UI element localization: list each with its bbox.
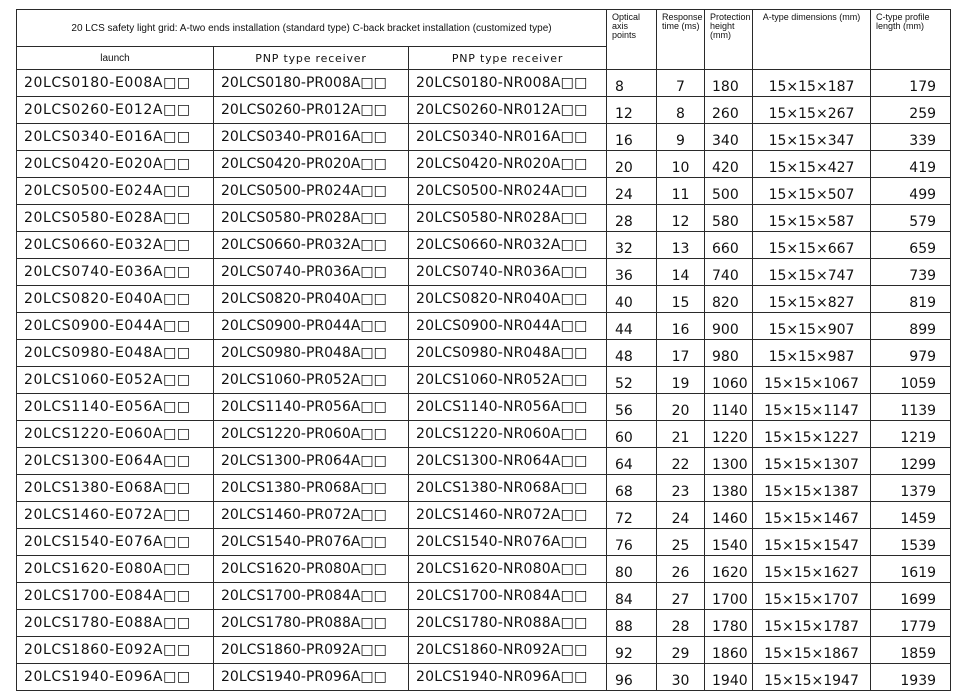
table-row bbox=[17, 664, 951, 691]
a-type-dimensions-cell: 15×15×1147 bbox=[753, 394, 871, 421]
a-type-dimensions-cell: 15×15×1067 bbox=[753, 367, 871, 394]
pnp-model-cell: 20LCS0340-PR016A□□ bbox=[214, 124, 409, 151]
a-type-dimensions-cell: 15×15×1707 bbox=[753, 583, 871, 610]
pnp-model-cell: 20LCS1300-PR064A□□ bbox=[214, 448, 409, 475]
table-row bbox=[17, 556, 951, 583]
pnp-model-cell: 20LCS1380-PR068A□□ bbox=[214, 475, 409, 502]
launch-model-cell: 20LCS0900-E044A□□ bbox=[17, 313, 214, 340]
pnp-model-cell: 20LCS1140-PR056A□□ bbox=[214, 394, 409, 421]
protection-height-cell: 1620 bbox=[705, 556, 753, 583]
launch-model-cell: 20LCS0580-E028A□□ bbox=[17, 205, 214, 232]
spec-table bbox=[16, 9, 951, 691]
launch-model-cell: 20LCS0260-E012A□□ bbox=[17, 97, 214, 124]
pnp-model-cell: 20LCS1780-PR088A□□ bbox=[214, 610, 409, 637]
pnp2-model-cell: 20LCS0260-NR012A□□ bbox=[409, 97, 607, 124]
response-time-cell: 21 bbox=[657, 421, 705, 448]
a-type-dimensions-cell: 15×15×907 bbox=[753, 313, 871, 340]
table-row bbox=[17, 475, 951, 502]
table-body bbox=[17, 10, 951, 691]
c-type-length-cell: 739 bbox=[871, 259, 951, 286]
a-type-dimensions-cell: 15×15×1467 bbox=[753, 502, 871, 529]
launch-model-cell: 20LCS1860-E092A□□ bbox=[17, 637, 214, 664]
c-type-length-cell: 1939 bbox=[871, 664, 951, 691]
a-type-dimensions-cell: 15×15×427 bbox=[753, 151, 871, 178]
optical-points-cell: 72 bbox=[607, 502, 657, 529]
pnp2-model-cell: 20LCS1700-NR084A□□ bbox=[409, 583, 607, 610]
pnp-model-cell: 20LCS0660-PR032A□□ bbox=[214, 232, 409, 259]
optical-points-cell: 16 bbox=[607, 124, 657, 151]
launch-model-cell: 20LCS1940-E096A□□ bbox=[17, 664, 214, 691]
table-row bbox=[17, 637, 951, 664]
pnp-model-cell: 20LCS0900-PR044A□□ bbox=[214, 313, 409, 340]
table-row bbox=[17, 97, 951, 124]
table-row bbox=[17, 232, 951, 259]
a-type-dimensions-cell: 15×15×587 bbox=[753, 205, 871, 232]
response-time-cell: 25 bbox=[657, 529, 705, 556]
pnp-model-cell: 20LCS0580-PR028A□□ bbox=[214, 205, 409, 232]
protection-height-cell: 340 bbox=[705, 124, 753, 151]
launch-model-cell: 20LCS0420-E020A□□ bbox=[17, 151, 214, 178]
optical-points-cell: 40 bbox=[607, 286, 657, 313]
launch-model-cell: 20LCS1300-E064A□□ bbox=[17, 448, 214, 475]
pnp2-model-cell: 20LCS0500-NR024A□□ bbox=[409, 178, 607, 205]
c-type-length-cell: 259 bbox=[871, 97, 951, 124]
table-row bbox=[17, 313, 951, 340]
a-type-dimensions-cell: 15×15×1547 bbox=[753, 529, 871, 556]
table-title: 20 LCS safety light grid: A-two ends installation (standard type) C-back bracket installation (customized type) bbox=[17, 10, 607, 47]
optical-points-cell: 52 bbox=[607, 367, 657, 394]
table-row bbox=[17, 178, 951, 205]
table-row bbox=[17, 529, 951, 556]
table-row bbox=[17, 583, 951, 610]
optical-points-cell: 80 bbox=[607, 556, 657, 583]
protection-height-cell: 1460 bbox=[705, 502, 753, 529]
optical-points-cell: 44 bbox=[607, 313, 657, 340]
protection-height-cell: 1940 bbox=[705, 664, 753, 691]
optical-points-cell: 56 bbox=[607, 394, 657, 421]
response-time-cell: 26 bbox=[657, 556, 705, 583]
response-time-cell: 8 bbox=[657, 97, 705, 124]
response-time-cell: 7 bbox=[657, 70, 705, 97]
c-type-length-cell: 1619 bbox=[871, 556, 951, 583]
a-type-dimensions-cell: 15×15×507 bbox=[753, 178, 871, 205]
response-time-cell: 16 bbox=[657, 313, 705, 340]
table-row bbox=[17, 448, 951, 475]
c-type-length-cell: 1699 bbox=[871, 583, 951, 610]
protection-height-cell: 1860 bbox=[705, 637, 753, 664]
c-type-length-cell: 1059 bbox=[871, 367, 951, 394]
response-time-cell: 22 bbox=[657, 448, 705, 475]
protection-height-cell: 1060 bbox=[705, 367, 753, 394]
response-time-cell: 11 bbox=[657, 178, 705, 205]
table-row bbox=[17, 502, 951, 529]
a-type-dimensions-cell: 15×15×347 bbox=[753, 124, 871, 151]
optical-points-cell: 68 bbox=[607, 475, 657, 502]
protection-height-cell: 420 bbox=[705, 151, 753, 178]
optical-points-cell: 84 bbox=[607, 583, 657, 610]
launch-model-cell: 20LCS0180-E008A□□ bbox=[17, 70, 214, 97]
protection-height-cell: 1700 bbox=[705, 583, 753, 610]
launch-model-cell: 20LCS1220-E060A□□ bbox=[17, 421, 214, 448]
a-type-dimensions-cell: 15×15×187 bbox=[753, 70, 871, 97]
optical-points-cell: 20 bbox=[607, 151, 657, 178]
header-optical-axis-points: Optical axis points bbox=[607, 10, 657, 70]
pnp-model-cell: 20LCS1460-PR072A□□ bbox=[214, 502, 409, 529]
launch-model-cell: 20LCS1380-E068A□□ bbox=[17, 475, 214, 502]
c-type-length-cell: 1779 bbox=[871, 610, 951, 637]
protection-height-cell: 1300 bbox=[705, 448, 753, 475]
a-type-dimensions-cell: 15×15×1867 bbox=[753, 637, 871, 664]
launch-model-cell: 20LCS1780-E088A□□ bbox=[17, 610, 214, 637]
response-time-cell: 14 bbox=[657, 259, 705, 286]
response-time-cell: 13 bbox=[657, 232, 705, 259]
optical-points-cell: 48 bbox=[607, 340, 657, 367]
table-row bbox=[17, 367, 951, 394]
protection-height-cell: 980 bbox=[705, 340, 753, 367]
a-type-dimensions-cell: 15×15×987 bbox=[753, 340, 871, 367]
launch-model-cell: 20LCS0660-E032A□□ bbox=[17, 232, 214, 259]
pnp-model-cell: 20LCS1940-PR096A□□ bbox=[214, 664, 409, 691]
pnp2-model-cell: 20LCS1380-NR068A□□ bbox=[409, 475, 607, 502]
pnp2-model-cell: 20LCS1620-NR080A□□ bbox=[409, 556, 607, 583]
launch-model-cell: 20LCS0500-E024A□□ bbox=[17, 178, 214, 205]
response-time-cell: 12 bbox=[657, 205, 705, 232]
c-type-length-cell: 179 bbox=[871, 70, 951, 97]
a-type-dimensions-cell: 15×15×1627 bbox=[753, 556, 871, 583]
launch-model-cell: 20LCS1620-E080A□□ bbox=[17, 556, 214, 583]
launch-model-cell: 20LCS1140-E056A□□ bbox=[17, 394, 214, 421]
pnp2-model-cell: 20LCS0980-NR048A□□ bbox=[409, 340, 607, 367]
pnp-model-cell: 20LCS1540-PR076A□□ bbox=[214, 529, 409, 556]
a-type-dimensions-cell: 15×15×667 bbox=[753, 232, 871, 259]
optical-points-cell: 32 bbox=[607, 232, 657, 259]
pnp-model-cell: 20LCS1860-PR092A□□ bbox=[214, 637, 409, 664]
pnp2-model-cell: 20LCS0180-NR008A□□ bbox=[409, 70, 607, 97]
pnp2-model-cell: 20LCS1060-NR052A□□ bbox=[409, 367, 607, 394]
pnp-model-cell: 20LCS1700-PR084A□□ bbox=[214, 583, 409, 610]
optical-points-cell: 64 bbox=[607, 448, 657, 475]
header-a-type-dimensions: A-type dimensions (mm) bbox=[753, 10, 871, 70]
protection-height-cell: 1780 bbox=[705, 610, 753, 637]
table-row bbox=[17, 394, 951, 421]
launch-model-cell: 20LCS1060-E052A□□ bbox=[17, 367, 214, 394]
pnp2-model-cell: 20LCS0740-NR036A□□ bbox=[409, 259, 607, 286]
pnp2-model-cell: 20LCS0420-NR020A□□ bbox=[409, 151, 607, 178]
optical-points-cell: 8 bbox=[607, 70, 657, 97]
c-type-length-cell: 1379 bbox=[871, 475, 951, 502]
optical-points-cell: 76 bbox=[607, 529, 657, 556]
protection-height-cell: 1380 bbox=[705, 475, 753, 502]
pnp-model-cell: 20LCS0500-PR024A□□ bbox=[214, 178, 409, 205]
optical-points-cell: 28 bbox=[607, 205, 657, 232]
optical-points-cell: 88 bbox=[607, 610, 657, 637]
pnp-model-cell: 20LCS1220-PR060A□□ bbox=[214, 421, 409, 448]
c-type-length-cell: 419 bbox=[871, 151, 951, 178]
header-row-top bbox=[17, 10, 951, 47]
pnp-model-cell: 20LCS0740-PR036A□□ bbox=[214, 259, 409, 286]
protection-height-cell: 1140 bbox=[705, 394, 753, 421]
table-row bbox=[17, 259, 951, 286]
pnp2-model-cell: 20LCS0340-NR016A□□ bbox=[409, 124, 607, 151]
c-type-length-cell: 899 bbox=[871, 313, 951, 340]
protection-height-cell: 1220 bbox=[705, 421, 753, 448]
table-row bbox=[17, 421, 951, 448]
pnp2-model-cell: 20LCS1860-NR092A□□ bbox=[409, 637, 607, 664]
c-type-length-cell: 1219 bbox=[871, 421, 951, 448]
c-type-length-cell: 499 bbox=[871, 178, 951, 205]
a-type-dimensions-cell: 15×15×1387 bbox=[753, 475, 871, 502]
pnp-model-cell: 20LCS0260-PR012A□□ bbox=[214, 97, 409, 124]
launch-model-cell: 20LCS1540-E076A□□ bbox=[17, 529, 214, 556]
table-row bbox=[17, 340, 951, 367]
launch-model-cell: 20LCS1460-E072A□□ bbox=[17, 502, 214, 529]
pnp2-model-cell: 20LCS1540-NR076A□□ bbox=[409, 529, 607, 556]
response-time-cell: 15 bbox=[657, 286, 705, 313]
response-time-cell: 27 bbox=[657, 583, 705, 610]
pnp-model-cell: 20LCS0820-PR040A□□ bbox=[214, 286, 409, 313]
header-response-time: Response time (ms) bbox=[657, 10, 705, 70]
a-type-dimensions-cell: 15×15×1787 bbox=[753, 610, 871, 637]
pnp2-model-cell: 20LCS1220-NR060A□□ bbox=[409, 421, 607, 448]
c-type-length-cell: 1299 bbox=[871, 448, 951, 475]
optical-points-cell: 12 bbox=[607, 97, 657, 124]
pnp-model-cell: 20LCS0420-PR020A□□ bbox=[214, 151, 409, 178]
a-type-dimensions-cell: 15×15×747 bbox=[753, 259, 871, 286]
pnp2-model-cell: 20LCS0580-NR028A□□ bbox=[409, 205, 607, 232]
a-type-dimensions-cell: 15×15×1947 bbox=[753, 664, 871, 691]
protection-height-cell: 820 bbox=[705, 286, 753, 313]
launch-model-cell: 20LCS0820-E040A□□ bbox=[17, 286, 214, 313]
pnp2-model-cell: 20LCS0820-NR040A□□ bbox=[409, 286, 607, 313]
pnp2-model-cell: 20LCS1780-NR088A□□ bbox=[409, 610, 607, 637]
table-row bbox=[17, 286, 951, 313]
pnp-model-cell: 20LCS0980-PR048A□□ bbox=[214, 340, 409, 367]
launch-model-cell: 20LCS1700-E084A□□ bbox=[17, 583, 214, 610]
a-type-dimensions-cell: 15×15×1227 bbox=[753, 421, 871, 448]
pnp2-model-cell: 20LCS0900-NR044A□□ bbox=[409, 313, 607, 340]
header-pnp-receiver-2: PNP type receiver bbox=[409, 47, 607, 70]
pnp2-model-cell: 20LCS1300-NR064A□□ bbox=[409, 448, 607, 475]
pnp2-model-cell: 20LCS1140-NR056A□□ bbox=[409, 394, 607, 421]
c-type-length-cell: 659 bbox=[871, 232, 951, 259]
response-time-cell: 30 bbox=[657, 664, 705, 691]
table-row bbox=[17, 151, 951, 178]
c-type-length-cell: 979 bbox=[871, 340, 951, 367]
c-type-length-cell: 1859 bbox=[871, 637, 951, 664]
protection-height-cell: 900 bbox=[705, 313, 753, 340]
a-type-dimensions-cell: 15×15×827 bbox=[753, 286, 871, 313]
pnp-model-cell: 20LCS1620-PR080A□□ bbox=[214, 556, 409, 583]
response-time-cell: 10 bbox=[657, 151, 705, 178]
table-row bbox=[17, 70, 951, 97]
c-type-length-cell: 339 bbox=[871, 124, 951, 151]
table-row bbox=[17, 610, 951, 637]
c-type-length-cell: 819 bbox=[871, 286, 951, 313]
launch-model-cell: 20LCS0340-E016A□□ bbox=[17, 124, 214, 151]
table-row bbox=[17, 205, 951, 232]
optical-points-cell: 24 bbox=[607, 178, 657, 205]
response-time-cell: 17 bbox=[657, 340, 705, 367]
optical-points-cell: 96 bbox=[607, 664, 657, 691]
header-launch: launch bbox=[17, 47, 214, 70]
table-row bbox=[17, 124, 951, 151]
launch-model-cell: 20LCS0740-E036A□□ bbox=[17, 259, 214, 286]
c-type-length-cell: 1539 bbox=[871, 529, 951, 556]
protection-height-cell: 660 bbox=[705, 232, 753, 259]
protection-height-cell: 260 bbox=[705, 97, 753, 124]
header-protection-height: Protection height (mm) bbox=[705, 10, 753, 70]
response-time-cell: 23 bbox=[657, 475, 705, 502]
response-time-cell: 9 bbox=[657, 124, 705, 151]
pnp2-model-cell: 20LCS0660-NR032A□□ bbox=[409, 232, 607, 259]
response-time-cell: 29 bbox=[657, 637, 705, 664]
response-time-cell: 20 bbox=[657, 394, 705, 421]
response-time-cell: 28 bbox=[657, 610, 705, 637]
a-type-dimensions-cell: 15×15×267 bbox=[753, 97, 871, 124]
protection-height-cell: 1540 bbox=[705, 529, 753, 556]
pnp-model-cell: 20LCS1060-PR052A□□ bbox=[214, 367, 409, 394]
header-pnp-receiver: PNP type receiver bbox=[214, 47, 409, 70]
response-time-cell: 24 bbox=[657, 502, 705, 529]
protection-height-cell: 580 bbox=[705, 205, 753, 232]
protection-height-cell: 180 bbox=[705, 70, 753, 97]
pnp2-model-cell: 20LCS1940-NR096A□□ bbox=[409, 664, 607, 691]
optical-points-cell: 60 bbox=[607, 421, 657, 448]
c-type-length-cell: 1139 bbox=[871, 394, 951, 421]
a-type-dimensions-cell: 15×15×1307 bbox=[753, 448, 871, 475]
launch-model-cell: 20LCS0980-E048A□□ bbox=[17, 340, 214, 367]
protection-height-cell: 500 bbox=[705, 178, 753, 205]
pnp-model-cell: 20LCS0180-PR008A□□ bbox=[214, 70, 409, 97]
c-type-length-cell: 1459 bbox=[871, 502, 951, 529]
response-time-cell: 19 bbox=[657, 367, 705, 394]
header-c-type-profile-length: C-type profile length (mm) bbox=[871, 10, 951, 70]
optical-points-cell: 36 bbox=[607, 259, 657, 286]
optical-points-cell: 92 bbox=[607, 637, 657, 664]
pnp2-model-cell: 20LCS1460-NR072A□□ bbox=[409, 502, 607, 529]
protection-height-cell: 740 bbox=[705, 259, 753, 286]
c-type-length-cell: 579 bbox=[871, 205, 951, 232]
